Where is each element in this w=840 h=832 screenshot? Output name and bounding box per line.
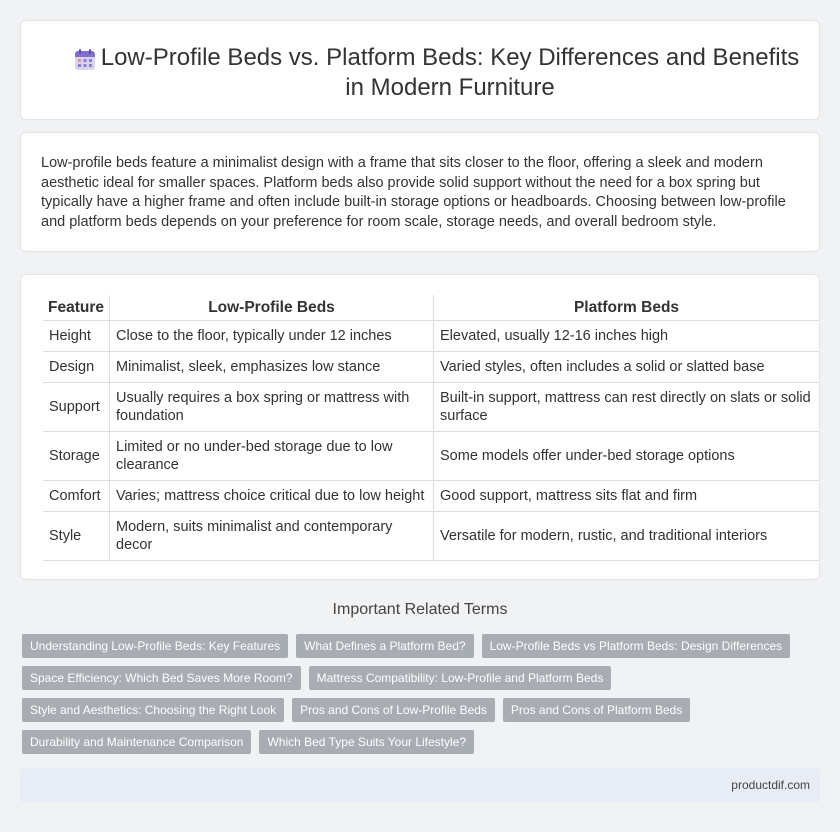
- column-header-feature: Feature: [43, 295, 110, 320]
- low-profile-cell: Usually requires a box spring or mattress with foundation: [110, 382, 434, 431]
- feature-cell: Comfort: [43, 480, 110, 511]
- platform-cell: Good support, mattress sits flat and firm: [434, 480, 820, 511]
- table-row: [43, 480, 819, 511]
- table-row: [43, 320, 819, 351]
- related-term-link[interactable]: Style and Aesthetics: Choosing the Right Look: [22, 698, 284, 722]
- intro-paragraph: Low-profile beds feature a minimalist design with a frame that sits closer to the floor, offering a sleek and modern aesthetic ideal for smaller spaces. Platform beds also provide solid support without the need for a box spring but typically have a higher frame and often include built-in storage options or headboards. Choosing between low-profile and platform beds depends on your preference for room scale, storage needs, and overall bedroom style.: [41, 155, 786, 230]
- low-profile-cell: Minimalist, sleek, emphasizes low stance: [110, 351, 434, 382]
- related-term-link[interactable]: Understanding Low-Profile Beds: Key Features: [22, 634, 288, 658]
- table-row: [43, 351, 819, 382]
- footer-site-link[interactable]: productdif.com: [731, 778, 810, 792]
- low-profile-cell: Varies; mattress choice critical due to low height: [110, 480, 434, 511]
- feature-cell: Support: [43, 382, 110, 431]
- column-header-low-profile: Low-Profile Beds: [110, 295, 434, 320]
- feature-cell: Design: [43, 351, 110, 382]
- related-term-link[interactable]: Which Bed Type Suits Your Lifestyle?: [259, 730, 474, 754]
- table-header-row: [43, 295, 819, 320]
- intro-card: [20, 132, 820, 252]
- feature-cell: Style: [43, 511, 110, 560]
- platform-cell: Elevated, usually 12-16 inches high: [434, 320, 820, 351]
- comparison-table: [43, 295, 819, 561]
- platform-cell: Versatile for modern, rustic, and traditional interiors: [434, 511, 820, 560]
- related-term-link[interactable]: Space Efficiency: Which Bed Saves More Room?: [22, 666, 301, 690]
- platform-cell: Some models offer under-bed storage options: [434, 431, 820, 480]
- title-card: [20, 20, 820, 120]
- table-row: [43, 511, 819, 560]
- table-row: [43, 431, 819, 480]
- tag-row: [22, 666, 812, 690]
- tag-row: [22, 634, 812, 658]
- tag-row: [22, 730, 812, 754]
- page-title: Low-Profile Beds vs. Platform Beds: Key Differences and Benefits in Modern Furniture: [100, 44, 800, 101]
- feature-cell: Height: [43, 320, 110, 351]
- related-term-link[interactable]: Durability and Maintenance Comparison: [22, 730, 251, 754]
- comparison-card: [20, 274, 820, 580]
- low-profile-cell: Modern, suits minimalist and contemporary decor: [110, 511, 434, 560]
- related-terms-title: Important Related Terms: [332, 601, 508, 618]
- platform-cell: Built-in support, mattress can rest directly on slats or solid surface: [434, 382, 820, 431]
- feature-cell: Storage: [43, 431, 110, 480]
- column-header-platform: Platform Beds: [434, 295, 820, 320]
- table-row: [43, 382, 819, 431]
- tag-row: [22, 698, 812, 722]
- footer: [20, 768, 820, 802]
- related-term-link[interactable]: Pros and Cons of Low-Profile Beds: [292, 698, 495, 722]
- related-term-link[interactable]: Mattress Compatibility: Low-Profile and Platform Beds: [309, 666, 612, 690]
- related-term-link[interactable]: Low-Profile Beds vs Platform Beds: Design Differences: [482, 634, 791, 658]
- platform-cell: Varied styles, often includes a solid or slatted base: [434, 351, 820, 382]
- related-terms-list: [22, 634, 812, 762]
- related-term-link[interactable]: Pros and Cons of Platform Beds: [503, 698, 690, 722]
- related-term-link[interactable]: What Defines a Platform Bed?: [296, 634, 473, 658]
- low-profile-cell: Close to the floor, typically under 12 inches: [110, 320, 434, 351]
- low-profile-cell: Limited or no under-bed storage due to low clearance: [110, 431, 434, 480]
